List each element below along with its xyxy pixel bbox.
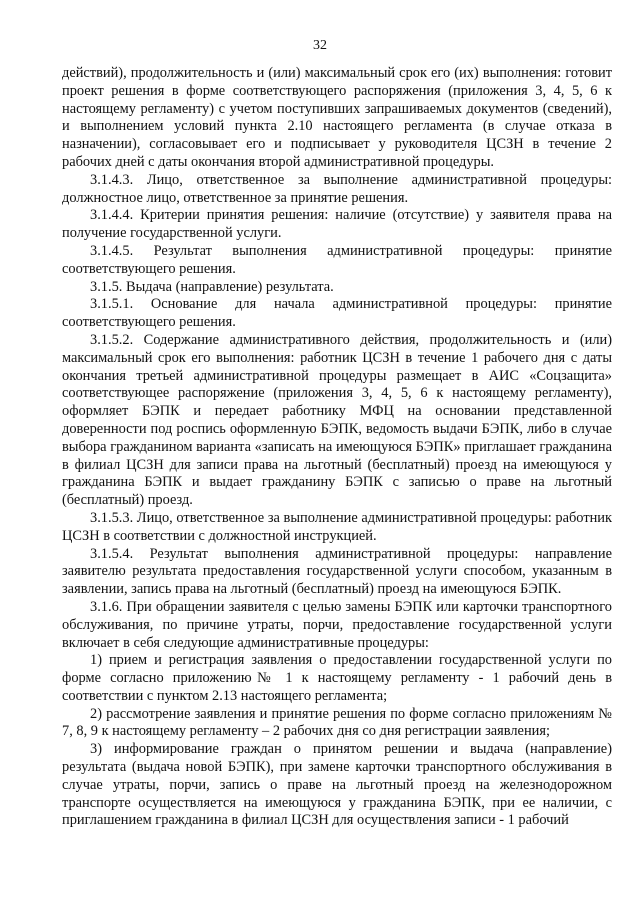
list-item-1: 1) прием и регистрация заявления о предоставлении государственной услуги по форме согласно приложению№ 1 к настоящему регламенту - 1 рабочий день в соответствии с пунктом 2.13 настоящего регламента; bbox=[62, 652, 612, 704]
paragraph-continuation: действий), продолжительность и (или) максимальный срок его (их) выполнения: готовит проект решения в форме соответствующего распоряжения (приложения 3, 4, 5, 6 к настоящему регламенту) с учетом поступивших запрашиваемых документов (сведений), и выполнением условий пункта 2.10 настоящего регламента (в случае отказа в назначении), согласовывает его и подписывает у руководителя ЦСЗН в течение 2 рабочих дней с даты окончания второй административной процедуры. bbox=[62, 65, 612, 170]
paragraph-3-1-4-4: 3.1.4.4. Критерии принятия решения: наличие (отсутствие) у заявителя права на получение государственной услуги. bbox=[62, 207, 612, 242]
list-item-3: 3) информирование граждан о принятом решении и выдача (направление) результата (выдача новой БЭПК), при замене карточки транспортного обслуживания в случае утраты, порчи, запись о праве на льготный проезд на железнодорожном транспорте осуществляется на имеющуюся у гражданина БЭПК, при ее наличии, с приглашением гражданина в филиал ЦСЗН для осуществления записи - 1 рабочий bbox=[62, 741, 612, 829]
paragraph-3-1-5-1: 3.1.5.1. Основание для начала административной процедуры: принятие соответствующего решения. bbox=[62, 296, 612, 331]
paragraph-3-1-5: 3.1.5. Выдача (направление) результата. bbox=[90, 278, 334, 295]
paragraph-3-1-5-4: 3.1.5.4. Результат выполнения административной процедуры: направление заявителю результата предоставления государственной услуги способом, указанным в заявлении, запись права на льготный (бесплатный) проезд на имеющуюся БЭПК. bbox=[62, 545, 612, 598]
list-item-2: 2) рассмотрение заявления и принятие решения по форме согласно приложениям № 7, 8, 9 к настоящему регламенту – 2 рабочих дня со дня регистрации заявления; bbox=[62, 705, 612, 740]
paragraph-3-1-4-3: 3.1.4.3. Лицо, ответственное за выполнение административной процедуры: должностное лицо, ответственное за принятие решения. bbox=[62, 171, 612, 206]
paragraph-3-1-4-5: 3.1.4.5. Результат выполнения административной процедуры: принятие соответствующего решения. bbox=[62, 242, 612, 277]
paragraph-3-1-5-2: 3.1.5.2. Содержание административного действия, продолжительность и (или) максимальный срок его выполнения: работник ЦСЗН в течение 1 рабочего дня с даты окончания третьей административной процедуры размещает в АИС «Соцзащита» соответствующее распоряжение (приложения 3, 4, 5, 6 к настоящему регламенту), оформляет БЭПК и передает работнику МФЦ на основании представленной доверенности под роспись оформленную БЭПК, ведомость выдачи БЭПК, либо в случае выбора гражданином варианта «записать на имеющуюся БЭПК» приглашает гражданина в филиал ЦСЗН для записи права на льготный (бесплатный) проезд на имеющуюся у гражданина БЭПК и выдает гражданину БЭПК с записью о праве на льготный (бесплатный) проезд. bbox=[62, 331, 612, 509]
paragraph-3-1-5-3: 3.1.5.3. Лицо, ответственное за выполнение административной процедуры: работник ЦСЗН в соответствии с должностной инструкцией. bbox=[62, 509, 612, 544]
paragraph-3-1-6: 3.1.6. При обращении заявителя с целью замены БЭПК или карточки транспортного обслуживания, по причине утраты, порчи, предоставление государственной услуги включает в себя следующие административные процедуры: bbox=[62, 598, 612, 651]
document-body bbox=[62, 65, 612, 830]
page-number: 32 bbox=[313, 38, 327, 53]
